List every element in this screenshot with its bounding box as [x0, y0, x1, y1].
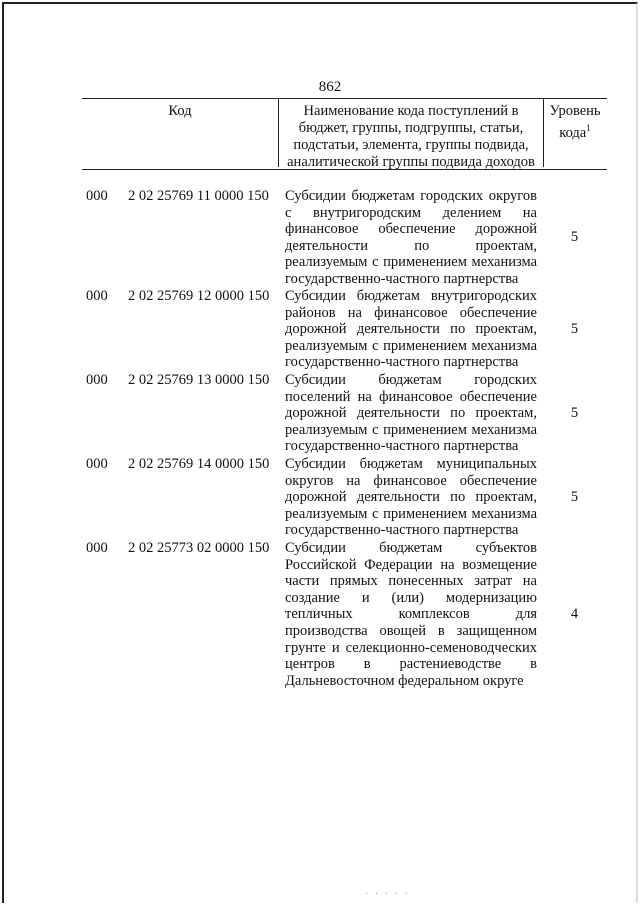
table-row: [82, 540, 607, 690]
row-name: Субсидии бюджетам городских округов с внутригородским делением на финансовое обеспечение дорожной деятельности по проектам, реализуемым с применением механизма государственно-частного партнерства: [285, 188, 537, 287]
row-name: Субсидии бюджетам внутригородских районов на финансовое обеспечение дорожной деятельности по проектам, реализуемым с применением механизма государственно-частного партнерства: [285, 288, 537, 371]
row-code: 2 02 25773 02 0000 150: [128, 540, 270, 556]
row-prefix: 000: [86, 288, 108, 304]
row-level: 5: [570, 229, 579, 245]
row-name: Субсидии бюджетам субъектов Российской Федерации на возмещение части прямых понесенных затрат на создание и (или) модернизацию тепличных комплексов для производства овощей в защищенном грунте и селекционно-семеноводческих центров в растениеводстве в Дальневосточном федеральном округе: [285, 540, 537, 689]
header-code: Код: [168, 103, 192, 119]
table-row: [82, 288, 607, 372]
row-level: 5: [570, 489, 579, 505]
row-code: 2 02 25769 12 0000 150: [128, 288, 270, 304]
row-level: 4: [570, 606, 579, 622]
row-code: 2 02 25769 11 0000 150: [128, 188, 269, 204]
row-name: Субсидии бюджетам городских поселений на финансовое обеспечение дорожной деятельности по проектам, реализуемым с применением механизма государственно-частного партнерства: [285, 372, 537, 455]
table-header: [82, 98, 607, 170]
header-level-label: Уровень кода: [549, 103, 601, 141]
row-level: 5: [570, 321, 579, 337]
row-prefix: 000: [86, 456, 108, 472]
table-row: [82, 456, 607, 540]
row-level: 5: [570, 405, 579, 421]
table-row: [82, 372, 607, 456]
scan-artifact: · · · · ·: [365, 889, 410, 900]
table-row: [82, 188, 607, 288]
page-number: 862: [318, 79, 342, 95]
table-body: [82, 188, 607, 690]
row-prefix: 000: [86, 372, 108, 388]
row-prefix: 000: [86, 540, 108, 556]
row-name: Субсидии бюджетам муниципальных округов на финансовое обеспечение дорожной деятельности по проектам, реализуемым с применением механизма государственно-частного партнерства: [285, 456, 537, 539]
row-code: 2 02 25769 14 0000 150: [128, 456, 270, 472]
header-level: [543, 103, 607, 142]
header-name: Наименование кода поступлений в бюджет, группы, подгруппы, статьи, подстатьи, элемента, группы подвида, аналитической группы подвида доходов: [278, 99, 544, 167]
header-level-footnote: 1: [586, 123, 591, 133]
row-code: 2 02 25769 13 0000 150: [128, 372, 270, 388]
row-prefix: 000: [86, 188, 108, 204]
